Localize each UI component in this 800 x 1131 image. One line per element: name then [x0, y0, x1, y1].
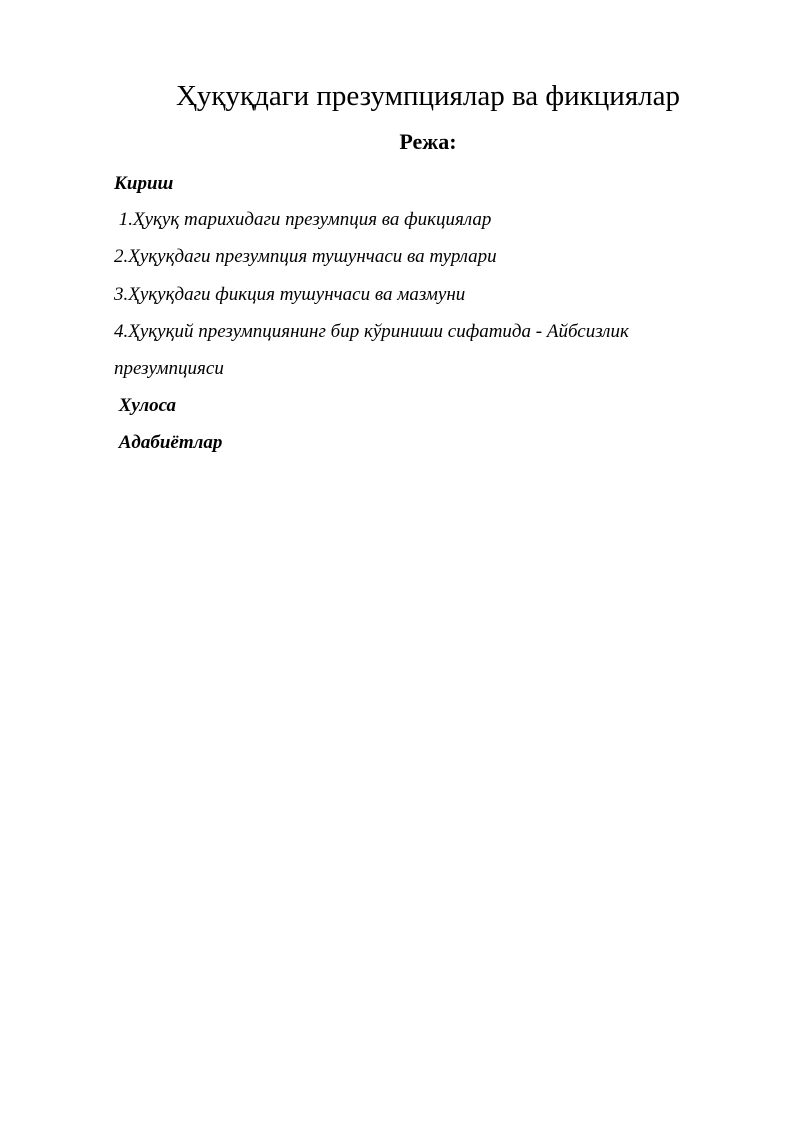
plan-item-2: 2.Ҳуқуқдаги презумпция тушунчаси ва турлари	[114, 246, 497, 267]
plan-item-4-continuation: презумпцияси	[114, 358, 224, 379]
plan-item-4: 4.Ҳуқуқий презумпциянинг бир кўриниши сифатида - Айбсизлик	[114, 321, 629, 342]
conclusion-item: Хулоса	[114, 395, 177, 416]
plan-heading: Режа:	[399, 129, 457, 154]
plan-item-3: 3.Ҳуқуқдаги фикция тушунчаси ва мазмуни	[114, 284, 466, 305]
document-title: Ҳуқуқдаги презумпциялар ва фикциялар	[175, 80, 681, 112]
plan-item-1: 1.Ҳуқуқ тарихидаги презумпция ва фикциялар	[114, 209, 492, 230]
references-item: Адабиётлар	[114, 432, 223, 453]
intro-item: Кириш	[114, 173, 174, 194]
